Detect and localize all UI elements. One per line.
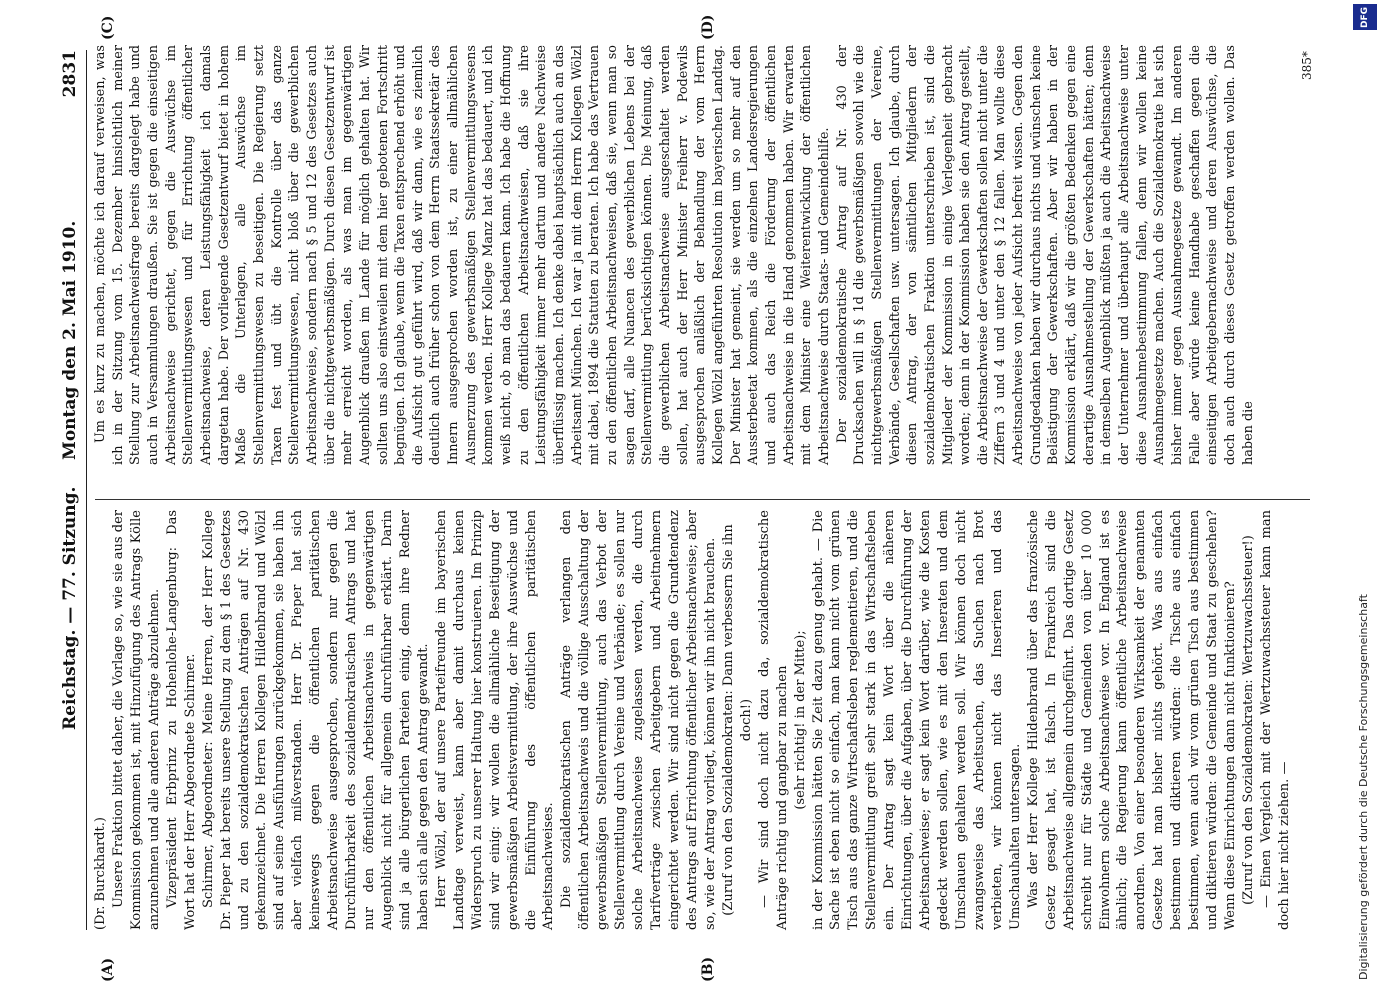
digitization-credit: Digitalisierung gefördert durch die Deutsche Forschungsgemeinschaft	[1357, 594, 1370, 980]
paragraph: Was der Herr Kollege Hildenbrand über das französische Gesetz gesagt hat, ist falsch. In Frankreich sind die Arbeitsnachweise allgemein durchgeführt. Das dortige Gesetz schreibt nur für Städte und Gemeinden von über 10 000 Einwohnern solche Arbeitsnachweise vor. In England ist es ähnlich; die Regierung kann öffentliche Arbeitsnachweise anordnen. Von einer besonderen Wirksamkeit der genannten Gesetze hat man bisher nichts gehört. Was aus einfach bestimmen und diktieren würden: die Tische aus einfach bestimmen, wenn auch wir vom grünen Tisch aus bestimmen und diktieren würden: die Gemeinde und Staat zu geschehen? Wenn diese Einrichtungen dann nicht funktionieren?	[1025, 510, 1239, 930]
page-signature: 385*	[1300, 51, 1314, 80]
interjection: (Zuruf von den Sozialdemokraten: Dann verbessern Sie ihn doch!)	[720, 524, 754, 916]
paragraph: Die sozialdemokratischen Anträge verlangen den öffentlichen Arbeitsnachweis und die völlige Ausschaltung der gewerbsmäßigen Stellenvermittlung, auch das Verbot der Stellenvermittlung durch Vereine und Verbände; es sollen nur solche Arbeitsnachweise zugelassen werden, die durch Tarifverträge zwischen Arbeitgebern und Arbeitnehmern eingerichtet werden. Wir sind nicht gegen die Grundtendenz des Antrags auf Errichtung öffentlicher Arbeitsnachweise; aber so, wie der Antrag vorliegt, können wir ihn nicht brauchen.	[559, 510, 718, 930]
speaker-ref: (Dr. Burckhardt.)	[93, 817, 108, 930]
paragraph: Herr Wölzl, der auf unsere Parteifreunde im bayerischen Landtage verweist, kann aber damit durchaus keinen Widerspruch zu unserer Haltung hier konstruieren. Im Prinzip sind wir einig: wir wollen die allmähliche Beseitigung der gewerbsmäßigen Arbeitsvermittlung, der ihre Auswüchse und die Einführung des öffentlichen paritätischen Arbeitsnachweises.	[433, 510, 557, 930]
paragraph: Schirmer, Abgeordneter: Meine Herren, der Herr Kollege Dr. Pieper hat bereits unsere Stellung zu dem § 1 des Gesetzes und zu den sozialdemokratischen Anträgen auf Nr. 430 gekennzeichnet. Die Herren Kollegen Hildenbrand und Wölzl sind auf seine Ausführungen zurückgekommen, sie haben ihn aber vielfach mißverstanden. Herr Dr. Pieper hat sich keineswegs gegen die öffentlichen paritätischen Arbeitsnachweise ausgesprochen, sondern nur gegen die Durchführbarkeit des sozialdemokratischen Antrags und hat nur den öffentlichen Arbeitsnachweis in gegenwärtigen Augenblick nicht für allgemein durchführbar erklärt. Darin sind ja alle bürgerlichen Parteien einig, denn ihre Redner haben sich alle gegen den Antrag gewandt.	[200, 510, 431, 930]
page-number: 2831	[60, 50, 80, 98]
digitization-sidebar	[1349, 0, 1383, 1000]
paragraph: — Einen Vergleich mit der Wertzuwachssteuer kann man doch hier nicht ziehen. —	[1258, 510, 1292, 930]
right-column	[92, 45, 1257, 465]
paragraph: Vizepräsident Erbprinz zu Hohenlohe-Langenburg: Das Wort hat der Herr Abgeordnete Schirmer.	[164, 510, 198, 930]
interjection: (sehr richtig! in der Mitte);	[792, 630, 808, 810]
header-left: Reichstag. — 77. Sitzung.	[60, 486, 80, 730]
paragraph: in der Kommission hätten Sie Zeit dazu genug gehabt. — Die Sache ist eben nicht so einfach, man kann nicht vom grünen Tisch aus das ganze Wirtschaftsleben reglementieren, und die Stellenvermittlung greift sehr stark in das Wirtschaftsleben ein. Der Antrag sagt kein Wort über die näheren Einrichtungen, über die Aufgaben, über die Durchführung der Arbeitsnachweise; er sagt kein Wort darüber, wie die Kosten gedeckt werden sollen, wie es mit den Inseraten und dem Umschauen gehalten werden soll. Wir können doch nicht zwangsweise das Arbeitsuchen, das Suchen nach Brot verbieten, wir können nicht das Inserieren und das Umschauhalten untersagen.	[810, 510, 1023, 930]
left-column	[92, 510, 1294, 930]
margin-marker-a: (A)	[100, 957, 116, 982]
page-header	[58, 50, 87, 930]
paragraph: Der sozialdemokratische Antrag auf Nr. 430 der Drucksachen will in § 1d die gewerbsmäßigen sowohl wie die nichtgewerbsmäßigen Stellenvermittlungen der Vereine, Verbände, Gesellschaften usw. untersagen. Ich glaube, durch diesen Antrag, der von sämtlichen Mitgliedern der sozialdemokratischen Fraktion unterschrieben ist, sind die Mitglieder der Kommission in einige Verlegenheit gebracht worden; denn in der Kommission haben sie den Antrag gestellt, die Arbeitsnachweise der Gewerkschaften sollen nicht unter die Ziffern 3 und 4 und unter den § 12 fallen. Man wollte diese Arbeitsnachweise von jeder Aufsicht befreit wissen. Gegen den Grundgedanken haben wir durchaus nichts und wünschen keine Belästigung der Gewerkschaften. Aber wir haben in der Kommission erklärt, daß wir die größten Bedenken gegen eine derartige Ausnahmestellung der Gewerkschaften hätten; denn in demselben Augenblick müßten ja auch die Arbeitsnachweise der Unternehmer und überhaupt alle Arbeitsnachweise unter diese Ausnahmebestimmung fallen, denn wir wollen keine Ausnahmegesetze machen. Auch die Sozialdemokratie hat sich bisher immer gegen Ausnahmegesetze gewandt. Im anderen Falle aber würde keine Handhabe geschaffen gegen die einseitigen Arbeitgebernachweise und deren Auswüchse, die doch auch durch dieses Gesetz getroffen werden wollen. Das haben die	[834, 45, 1256, 465]
margin-marker-c: (C)	[100, 15, 116, 40]
paragraph: Unsere Fraktion bittet daher, die Vorlage so, wie sie aus der Kommission gekommen ist, mit Hinzufügung des Antrags Kölle anzunehmen und alle anderen Anträge abzulehnen.	[110, 510, 162, 930]
margin-marker-b: (B)	[700, 956, 716, 982]
paragraph: — Wir sind doch nicht dazu da, sozialdemokratische Anträge richtig und gangbar zu machen	[756, 510, 790, 930]
header-date: Montag den 2. Mai 1910.	[60, 220, 80, 460]
column-divider	[95, 499, 1310, 500]
interjection: (Zuruf von den Sozialdemokraten: Wertzuwachssteuer!)	[1241, 535, 1256, 905]
paragraph: Um es kurz zu machen, möchte ich darauf verweisen, was ich in der Sitzung vom 15. Dezember hinsichtlich meiner Stellung zur Arbeitsnachweisfrage bereits dargelegt habe und auch in Versammlungen draußen. Sie ist gegen die einseitigen Arbeitsnachweise gerichtet, gegen die Auswüchse im Stellenvermittlungswesen und für Errichtung öffentlicher Arbeitsnachweise, deren Leistungsfähigkeit ich damals dargetan habe. Der vorliegende Gesetzentwurf bietet in hohem Maße die Unterlagen, alle Auswüchse im Stellenvermittlungswesen zu beseitigen. Die Regierung setzt Taxen fest und übt die Kontrolle über das ganze Stellenvermittlungswesen, nicht bloß über die gewerblichen Arbeitsnachweise, sondern nach § 5 und 12 des Gesetzes auch über die nichtgewerbsmäßigen. Durch diesen Gesetzentwurf ist mehr erreicht worden, als was man im gegenwärtigen Augenblick draußen im Lande für möglich gehalten hat. Wir sollten uns also einstweilen mit dem hier gebotenen Fortschritt begnügen. Ich glaube, wenn die Taxen entsprechend erhöht und die Aufsicht gut geführt wird, daß wir dann, wie es ziemlich deutlich auch früher schon von dem Herrn Staatssekretär des Innern ausgesprochen worden ist, zu einer allmählichen Ausmerzung des gewerbsmäßigen Stellenvermittlungswesens kommen werden. Herr Kollege Manz hat das bedauert, und ich weiß nicht, ob man das bedauern kann. Ich habe die Hoffnung zu den öffentlichen Arbeitsnachweisen, daß sie ihre Leistungsfähigkeit immer mehr dartun und andere Nachweise überflüssig machen. Ich denke dabei hauptsächlich auch an das Arbeitsamt München. Ich war ja mit dem Herrn Kollegen Wölzl mit dabei, 1894 die Statuten zu beraten. Ich habe das Vertrauen zu den öffentlichen Arbeitsnachweisen, daß sie, wenn man so sagen darf, alle Nuancen des gewerblichen Lebens bei der Stellenvermittlung berücksichtigen können. Die Meinung, daß die gewerblichen Arbeitsnachweise ausgeschaltet werden sollen, hat auch der Herr Minister Freiherr v. Podewils ausgesprochen anläßlich der Behandlung der vom Herrn Kollegen Wölzl angeführten Resolution im bayerischen Landtag. Der Minister hat gemeint, sie werden um so mehr auf den Aussterbeetat kommen, als die einzelnen Landesregierungen und auch das Reich die Förderung der öffentlichen Arbeitsnachweise in die Hand genommen haben. Wir erwarten mit dem Minister eine Weiterentwicklung der öffentlichen Arbeitsnachweise durch Staats- und Gemeindehilfe.	[93, 45, 832, 465]
dfg-logo: DFG	[1353, 4, 1377, 30]
margin-marker-d: (D)	[700, 14, 716, 40]
